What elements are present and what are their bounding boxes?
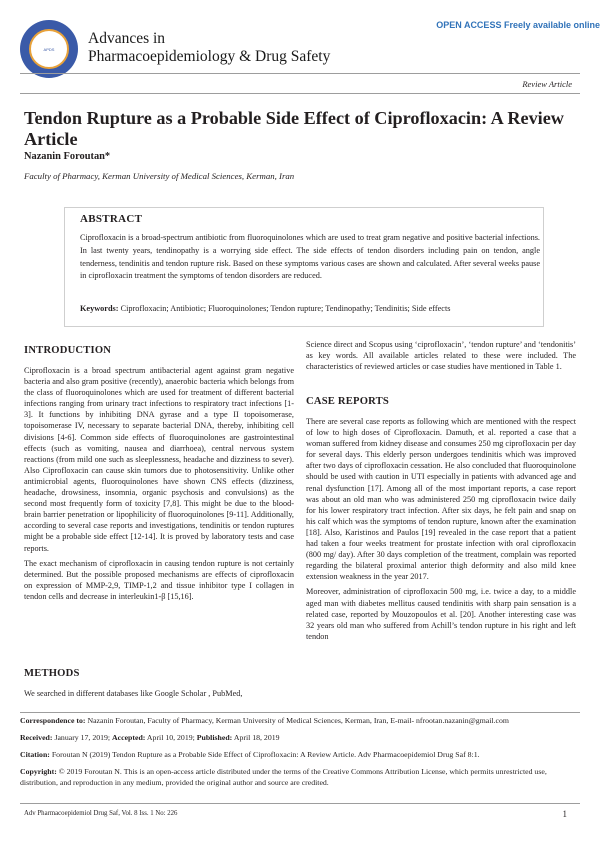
keywords-label: Keywords:: [80, 304, 119, 313]
left-column: [24, 365, 294, 606]
citation: [20, 750, 580, 761]
copyright-label: Copyright:: [20, 767, 57, 776]
article-title: Tendon Rupture as a Probable Side Effect of Ciprofloxacin: A Review Article: [24, 108, 564, 149]
correspondence-text: Nazanin Foroutan, Faculty of Pharmacy, Kerman University of Medical Sciences, Kerman, Iran, E-mail- nfrootan.nazanin@gmail.com: [87, 716, 509, 725]
author-affiliation: Faculty of Pharmacy, Kerman University of Medical Sciences, Kerman, Iran: [24, 171, 295, 181]
abstract-heading: ABSTRACT: [80, 213, 143, 225]
right-column: [306, 416, 576, 646]
intro-paragraph-1: Ciprofloxacin is a broad spectrum antibacterial agent against gram negative bacteria and also gram positive (recently), anaerobic bacteria which belongs from the class of fluoroquinolones which are used for treatment of different bacterial infections ranging from urinary tract infections to respiratory tract infections [1-3]. It functions by inhibiting DNA gyrase and a type II topoisomerase, topoisomerase IV, necessary to separate bacterial DNA, thereby, inhibiting cell divisions [4-6]. Common side effects of fluoroquinolones are gastrointestinal effects (such as vomiting, nausea and diarrhoea), central nervous system reactions (from mild one such as sleeplessness, headache and dizziness to sever). Also Ciprofloxacin can cause skin tumors due to photosensitivity. Unlike other antimicrobial agents, fluoroquinolones have shown CNS effects (dizziness, headache, drowsiness, insomnia, organic psychosis and convulsions) as the second most frequently form of toxicity [7,8]. This might be due to the blood-brain barrier penetration or lipophilicity of fluoroquinolones [9-11]. Additionally, according to several case reports and investigations, tendinitis or tendon ruptures might be a probable side effect [12-14]. It is proved by laboratory tests and case reports.: [24, 366, 294, 553]
header-divider-2: [20, 93, 580, 94]
accepted-label: Accepted:: [112, 733, 146, 742]
copyright: [20, 767, 580, 788]
journal-name: [88, 30, 330, 66]
footer-divider: [20, 712, 580, 713]
seal-text: APDS: [43, 46, 55, 52]
dates-line: [20, 733, 580, 744]
published-date: April 18, 2019: [233, 733, 280, 742]
correspondence: [20, 716, 580, 727]
journal-seal: [29, 29, 69, 69]
case-paragraph-2: Moreover, administration of ciprofloxacin 500 mg, i.e. twice a day, to a middle aged man with diabetes mellitus caused tendinitis with sharp pain sensation is a related case, reported by Mouzopoulos et al. [20]. Another interesting case was 32 years old man who suffered from Achill’s tendon rupture in his right and left tendon: [306, 587, 576, 641]
methods-paragraph: We searched in different databases like Google Scholar , PubMed,: [24, 689, 243, 698]
footer-divider-2: [20, 803, 580, 804]
keywords-list: Ciprofloxacin; Antibiotic; Fluoroquinolones; Tendon rupture; Tendinopathy; Tendinitis; Side effects: [120, 304, 451, 313]
introduction-heading: INTRODUCTION: [24, 345, 112, 356]
open-access-text: OPEN ACCESS Freely available online: [436, 20, 600, 30]
published-label: Published:: [196, 733, 233, 742]
page-number: 1: [562, 809, 567, 819]
accepted-date: April 10, 2019;: [146, 733, 195, 742]
citation-text: Foroutan N (2019) Tendon Rupture as a Probable Side Effect of Ciprofloxacin: A Review Article. Adv Pharmacoepidemiol Drug Saf 8:1.: [51, 750, 480, 759]
abstract-text: Ciprofloxacin is a broad-spectrum antibiotic from fluoroquinolones which are used to treat gram negative and positive bacterial infections. In last twenty years, tendinopathy is a worrying side effect. The side effects of tendon disorders including pain on tendon, angle tenderness, tendinitis and tendon rupture risk. Based on these symptoms various cases are shown and calculated. After several weeks pause in ciprofloxacin treatment the symptoms of tendon disorders are reduced.: [80, 233, 540, 281]
article-type: Review Article: [522, 79, 572, 89]
author-name: Nazanin Foroutan*: [24, 151, 111, 162]
intro-paragraph-2: The exact mechanism of ciprofloxacin in causing tendon rupture is not certainly determined. But the possible proposed mechanisms are effects of ciprofloxacin on expression of MMP-2,9, TIMP-1,2 and tissue inhibitor type I collagen in tendon cells and decrease in interleukin1-β [15,16].: [24, 558, 294, 601]
journal-line-1: Advances in: [88, 30, 166, 47]
correspondence-label: Correspondence to:: [20, 716, 86, 725]
received-label: Received:: [20, 733, 53, 742]
journal-reference: Adv Pharmacoepidemiol Drug Saf, Vol. 8 Iss. 1 No: 226: [24, 810, 178, 817]
journal-logo: [20, 20, 78, 78]
case-paragraph-1: There are several case reports as following which are mentioned with the respect of low to high doses of Ciprofloxacin. Damuth, et al. reported a case that a woman suffered from kidney disease and consumes 250 mg ciprofloxacin per day for several days. This elderly person undergoes tendinitis which was improved after two days of ciprofloxacin cessation. He also concluded that fluoroquinolone should be used with caution in UTI especially in patients with advanced age and renal dysfunction [17]. Among all of the most important reports, a case report was about an old man who was administered 250 mg ciprofloxacin twice daily for his lower respiratory tract infection. After six days, he felt pain and snap on his calf which was the symptoms of tendon rupture, known after the examination [18]. Also, Karistinos and Paulos [19] revealed in the case report that a patient had taken a four weeks treatment for prostate infection with oral ciprofloxacin (800 mg/ day). After 30 days completion of the treatment, complain was reported regarding the bilateral proximal anterior thigh deformity and also mild knee extension weakness in the year 2017.: [306, 417, 576, 582]
methods-continued: Science direct and Scopus using ‘ciprofloxacin’, ‘tendon rupture’ and ‘tendonitis’ as key words. All available articles related to these were included. The characteristics of reviewed articles or case studies have mentioned in Table 1.: [306, 340, 576, 372]
header-divider: [20, 73, 580, 74]
copyright-text: © 2019 Foroutan N. This is an open-access article distributed under the terms of the Creative Commons Attribution License, which permits unrestricted use, distribution, and reproduction in any medium, provided the original author and source are credited.: [20, 767, 547, 787]
citation-label: Citation:: [20, 750, 50, 759]
received-date: January 17, 2019;: [54, 733, 111, 742]
keywords: [80, 303, 540, 314]
open-access-badge: [436, 20, 600, 30]
methods-heading: METHODS: [24, 668, 80, 679]
journal-line-2: Pharmacoepidemiology & Drug Safety: [88, 48, 331, 65]
case-reports-heading: CASE REPORTS: [306, 396, 389, 407]
